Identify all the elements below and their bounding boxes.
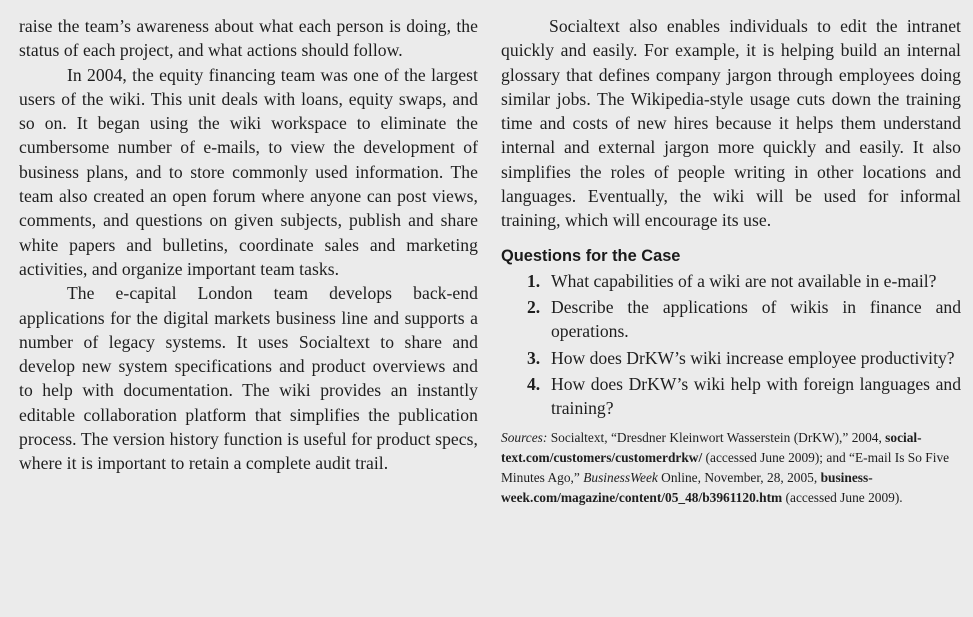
- right-column: [501, 0, 961, 508]
- question-text: How does DrKW’s wiki help with foreign languages and training?: [551, 373, 961, 419]
- question-item: [501, 346, 961, 370]
- source-url-socialtext: social-text.com/customers/customerdrkw/: [501, 430, 922, 466]
- question-number: 4.: [527, 373, 541, 394]
- source-url-businessweek: business-week.com/magazine/content/05_48/b3961120.htm: [501, 470, 873, 506]
- source-publication-name: BusinessWeek: [583, 470, 658, 486]
- paragraph-equity-financing: In 2004, the equity financing team was one of the largest users of the wiki. This unit deals with loans, equity swaps, and so on. It began using the wiki workspace to eliminate the cumbersome number of e-mails, to view the development of business plans, and to store commonly used information. The team also created an open forum where anyone can post views, comments, and questions on given subjects, publish and share white papers and bulletins, coordinate sales and marketing activities, and organize important team tasks.: [19, 64, 478, 279]
- sources-text-part3: Online, November, 28, 2005,: [657, 470, 821, 486]
- question-item: [501, 295, 961, 344]
- left-column: [19, 0, 478, 476]
- question-number: 3.: [527, 347, 541, 368]
- questions-list: [501, 269, 961, 421]
- question-text: What capabilities of a wiki are not available in e-mail?: [551, 270, 937, 291]
- sources-label: Sources:: [501, 430, 548, 446]
- question-text: How does DrKW’s wiki increase employee productivity?: [551, 347, 955, 368]
- question-text: Describe the applications of wikis in finance and operations.: [551, 296, 961, 342]
- question-item: [501, 269, 961, 293]
- sources-text-part2: (accessed June 2009); and “E-mail Is So Five Minutes Ago,”: [501, 450, 950, 486]
- question-number: 1.: [527, 270, 541, 291]
- paragraph-e-capital-london: The e-capital London team develops back-end applications for the digital markets business line and supports a number of legacy systems. It uses Socialtext to share and develop new system specifications and product overviews and to help with documentation. The wiki provides an instantly editable collaboration platform that simplifies the publication process. The version history function is useful for product specs, where it is important to retain a complete audit trail.: [19, 283, 478, 474]
- paragraph-socialtext-intranet: Socialtext also enables individuals to edit the intranet quickly and easily. For example, it is helping build an internal glossary that defines company jargon through employees doing similar jobs. The Wikipedia-style usage cuts down the training time and costs of new hires because it helps them understand internal and external jargon more quickly and easily. It also simplifies the roles of people writing in other locations and languages. Eventually, the wiki will be used for informal training, which will encourage its use.: [501, 16, 961, 231]
- question-item: [501, 372, 961, 421]
- sources-citation: [501, 428, 961, 508]
- sources-text-part4: (accessed June 2009).: [782, 490, 903, 506]
- paragraph-team-awareness: raise the team’s awareness about what each person is doing, the status of each project, and what actions should follow.: [19, 16, 478, 61]
- question-number: 2.: [527, 296, 541, 317]
- sources-text-part1: Socialtext, “Dresdner Kleinwort Wasserstein (DrKW),” 2004,: [547, 430, 886, 446]
- questions-heading: Questions for the Case: [501, 246, 681, 265]
